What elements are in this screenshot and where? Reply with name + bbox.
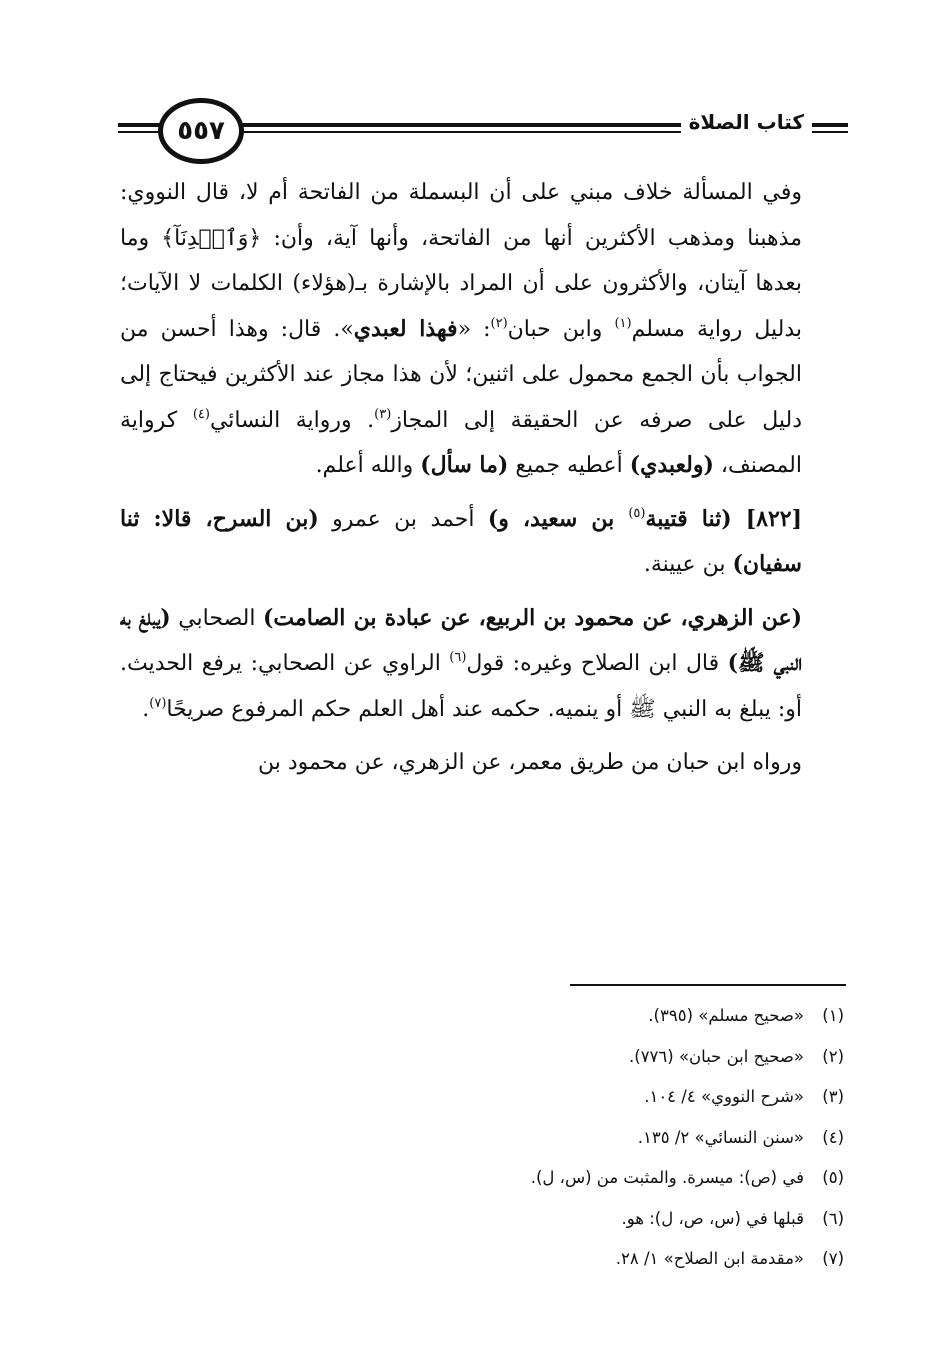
footnote-item [144, 1199, 844, 1240]
body-paragraph [120, 596, 846, 733]
footnote-number: (٥) [822, 1168, 844, 1187]
body-paragraph [120, 497, 846, 588]
text-segment: أعطيه جميع [508, 453, 630, 478]
footnote-item [144, 1037, 844, 1078]
footnote-ref: (١) [614, 315, 632, 331]
text-segment: وفي المسألة خلاف مبني على أن البسملة من الفاتحة أم لا، قال النووي: مذهبنا ومذهب الأكثرين أنها من الفاتحة، وأنها آية، وأن: ﴿وَٱهۡدِنَآ﴾ وما بعدها آيتان، والأكثرون على أن المراد بالإشارة بـ(هؤلاء) الكلمات لا الآيات؛ بدليل رواية مسلم [120, 180, 802, 342]
text-segment: . ورواية النسائي [209, 407, 375, 433]
footnote-number: (٤) [822, 1127, 844, 1147]
footnote-number: (٣) [822, 1087, 844, 1106]
footnotes-list [144, 996, 844, 1280]
footnote-ref: (٣) [374, 406, 392, 422]
bold-text: (يبلغ به النبي ﷺ) [120, 604, 802, 676]
page-number: ٥٥٧ [177, 116, 225, 146]
footnote-text: «صحيح مسلم» (٣٩٥). [648, 1006, 804, 1025]
footnote-text: قبلها في (س، ص، ل): هو. [621, 1208, 804, 1228]
footnote-item [144, 1158, 844, 1199]
footnote-item [144, 1077, 844, 1118]
bold-text: (ثنا قتيبة [645, 505, 732, 532]
text-segment: والله أعلم. [315, 453, 421, 478]
text-segment: : « [457, 316, 491, 342]
bold-text: (ما سأل) [420, 452, 509, 478]
footnote-text: «سنن النسائي» ٢/ ١٣٥. [637, 1127, 804, 1147]
main-text [120, 170, 846, 786]
footnote-number: (٢) [822, 1046, 844, 1066]
bold-text: بن سعيد، و) [487, 505, 629, 532]
text-segment: ورواه ابن حبان من طريق معمر، عن الزهري، عن محمود بن [257, 750, 802, 775]
footnote-item [144, 1239, 844, 1280]
bold-text: (بن السرح، قالا: ثنا سفيان) [120, 505, 802, 577]
bold-text: [٨٢٢] [731, 505, 802, 532]
footnote-separator [570, 984, 846, 986]
footnote-ref: (٥) [628, 505, 646, 521]
header-dash [818, 124, 848, 127]
footnote-ref: (٢) [490, 315, 508, 331]
footnote-ref: (٤) [192, 406, 210, 422]
footnote-ref: (٦) [449, 650, 467, 665]
bold-text: فهذا لعبدي [353, 315, 458, 342]
text-segment: وابن حبان [507, 316, 615, 342]
text-segment: . [142, 696, 150, 722]
text-segment: ». قال: وهذا أحسن من الجواب بأن الجمع محمول على اثنين؛ لأن هذا مجاز عند الأكثرين فيحتاج إلى دليل على صرفه عن الحقيقة إلى المجاز [120, 316, 803, 433]
footnote-text: «مقدمة ابن الصلاح» ١/ ٢٨. [615, 1249, 804, 1268]
footnote-number: (٧) [822, 1249, 844, 1268]
bold-text: (عن الزهري، عن محمود بن الربيع، عن عبادة بن الصامت) [263, 604, 802, 631]
text-segment: بن عيينة. [643, 552, 733, 577]
text-segment: الصحابي [170, 605, 263, 631]
chapter-title: كتاب الصلاة [681, 110, 812, 134]
text-segment: الراوي عن الصحابي: يرفع الحديث. أو: يبلغ به النبي ﷺ أو ينميه. حكمه عند أهل العلم حكم المرفوع صريحًا [120, 651, 802, 722]
footnote-number: (٦) [822, 1208, 844, 1228]
body-paragraph [120, 740, 846, 786]
footnote-item [144, 996, 844, 1037]
page-header [118, 96, 848, 166]
text-segment: قال ابن الصلاح وغيره: قول [466, 651, 728, 676]
footnote-text: في (ص): ميسرة. والمثبت من (س، ل). [530, 1168, 804, 1187]
footnote-text: «صحيح ابن حبان» (٧٧٦). [629, 1046, 804, 1066]
page-number-badge [158, 98, 244, 164]
body-paragraph [120, 170, 846, 489]
text-segment: أحمد بن عمرو [318, 506, 488, 532]
footnote-number: (١) [822, 1006, 844, 1025]
bold-text: (ولعبدي) [629, 452, 714, 478]
footnote-item [144, 1118, 844, 1159]
text-segment: كرواية المصنف، [120, 407, 802, 478]
footnote-ref: (٧) [149, 695, 167, 711]
footnote-text: «شرح النووي» ٤/ ١٠٤. [644, 1087, 804, 1106]
